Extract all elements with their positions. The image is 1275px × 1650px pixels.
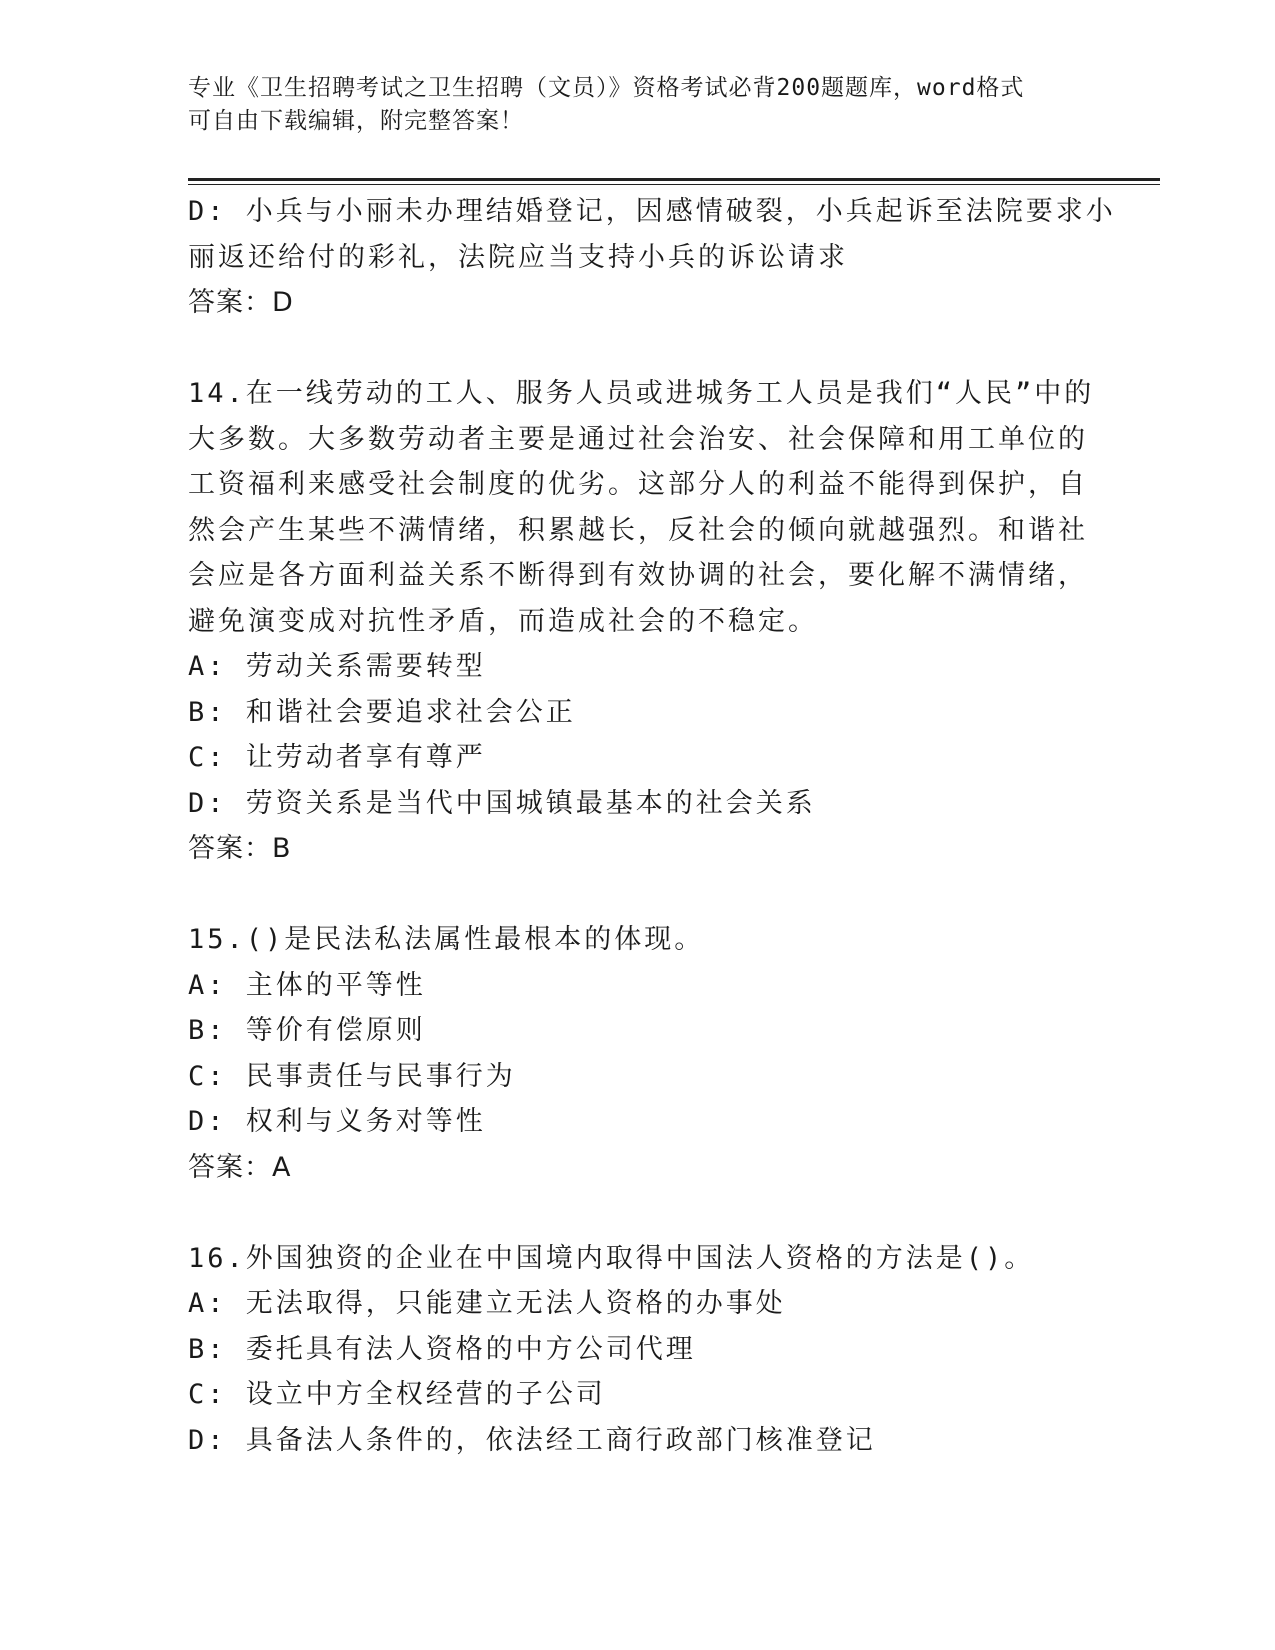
question-stem-line: 大多数。大多数劳动者主要是通过社会治安、社会保障和用工单位的 [188,423,1088,455]
answer-label: 答案：B [188,833,292,864]
option-b: B: 委托具有法人资格的中方公司代理 [188,1333,696,1365]
header-title-line-2: 可自由下载编辑，附完整答案！ [188,108,524,134]
question-15 [188,917,1088,1190]
question-14 [188,371,1095,872]
header-divider-thick [188,178,1160,181]
option-b: B: 和谐社会要追求社会公正 [188,696,576,728]
header-divider-thin [188,184,1160,185]
question-stem-line: 15.()是民法私法属性最根本的体现。 [188,924,705,955]
answer-label: 答案：A [188,1151,292,1183]
question-stem-line: 16.外国独资的企业在中国境内取得中国法人资格的方法是()。 [188,1242,1035,1274]
spacer [188,1190,1088,1236]
question-stem-line: 避免演变成对抗性矛盾，而造成社会的不稳定。 [188,605,818,637]
header-title-line-1: 专业《卫生招聘考试之卫生招聘（文员）》资格考试必背200题题库，word格式 [188,75,1025,101]
question-content [188,189,1116,1463]
spacer [188,872,1088,918]
option-c: C: 民事责任与民事行为 [188,1060,516,1092]
option-d: D: 劳资关系是当代中国城镇最基本的社会关系 [188,787,816,819]
question-stem-line: 然会产生某些不满情绪，积累越长，反社会的倾向就越强烈。和谐社 [188,514,1088,546]
option-d: D: 小兵与小丽未办理结婚登记，因感情破裂，小兵起诉至法院要求小 [188,196,1116,227]
option-a: A: 劳动关系需要转型 [188,651,486,682]
previous-question-tail [188,189,1116,326]
question-16 [188,1236,1088,1464]
option-c: C: 让劳动者享有尊严 [188,742,486,773]
question-stem-line: 14.在一线劳动的工人、服务人员或进城务工人员是我们“人民”中的 [188,378,1095,409]
option-b: B: 等价有偿原则 [188,1015,426,1046]
option-c: C: 设立中方全权经营的子公司 [188,1379,606,1410]
option-a: A: 主体的平等性 [188,969,426,1001]
spacer [188,326,1088,372]
question-stem-line: 工资福利来感受社会制度的优劣。这部分人的利益不能得到保护，自 [188,469,1088,500]
answer-label: 答案：D [188,287,294,318]
document-header [188,72,1088,138]
option-d: D: 具备法人条件的，依法经工商行政部门核准登记 [188,1424,876,1456]
option-d: D: 权利与义务对等性 [188,1106,486,1137]
question-stem-line: 会应是各方面利益关系不断得到有效协调的社会，要化解不满情绪， [188,560,1088,591]
option-d-continued: 丽返还给付的彩礼，法院应当支持小兵的诉讼请求 [188,241,848,273]
option-a: A: 无法取得，只能建立无法人资格的办事处 [188,1288,786,1319]
